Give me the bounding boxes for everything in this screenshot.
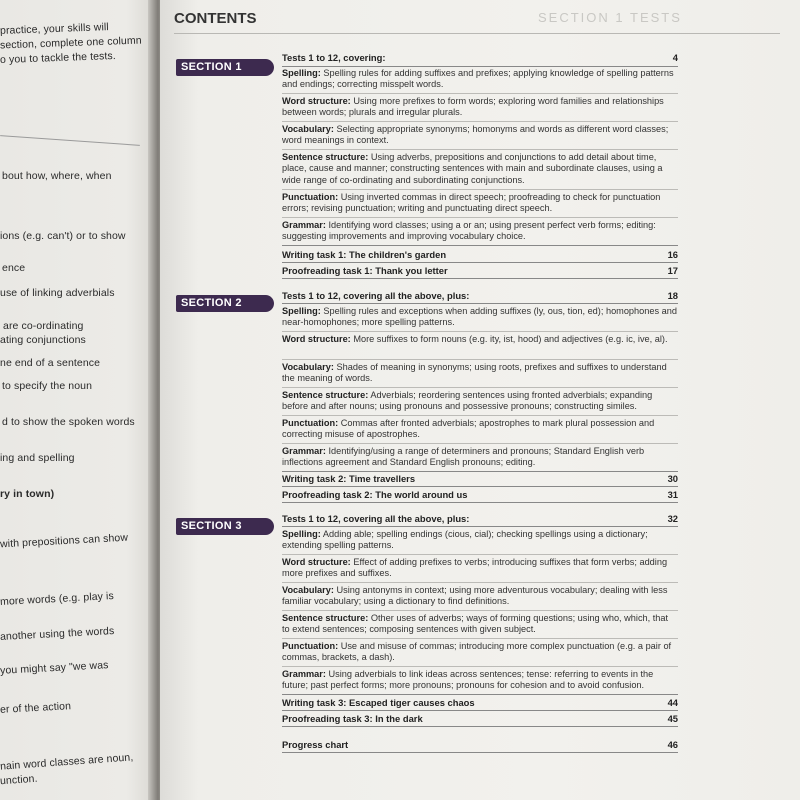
page-number: 16 <box>667 249 678 260</box>
entry-label: Sentence structure: <box>282 152 369 162</box>
entry-label: Word structure: <box>282 557 351 567</box>
contents-entry <box>282 362 678 388</box>
section-3-heading[interactable] <box>282 513 678 527</box>
section-1-tab: SECTION 1 <box>176 59 274 76</box>
left-text-line: bout how, where, when <box>2 170 112 182</box>
left-text-line: you might say "we was <box>0 659 109 677</box>
entry-text: Adding able; spelling endings (cious, cial); checking spellings using a dictionary; extending spelling patterns. <box>282 529 648 551</box>
entry-text: Adverbials; reordering sentences using fronted adverbials; expanding before and after nouns; using pronouns and possessive pronouns; constructing similes. <box>282 390 653 412</box>
entry-label: Punctuation: <box>282 192 339 202</box>
left-text-line: ry in town) <box>0 488 55 500</box>
left-text-line: ating conjunctions <box>0 334 86 346</box>
entry-label: Grammar: <box>282 446 326 456</box>
entry-label: Vocabulary: <box>282 362 334 372</box>
contents-entry <box>282 124 678 150</box>
left-text-line: ne end of a sentence <box>0 357 101 369</box>
left-text-line: to specify the noun <box>2 380 93 392</box>
page-title: CONTENTS <box>174 10 257 27</box>
task-title: Proofreading task 1: Thank you letter <box>282 265 448 276</box>
entry-label: Sentence structure: <box>282 613 369 623</box>
contents-entry <box>282 529 678 555</box>
left-text-line: nain word classes are noun, <box>0 751 134 773</box>
entry-text: Commas after fronted adverbials; apostrophes to mark plural possession and correcting misuse of apostrophes. <box>282 418 655 440</box>
left-text-line: d to show the spoken words <box>2 416 135 428</box>
writing-task-1[interactable] <box>282 249 678 263</box>
left-text-line: ions (e.g. can't) or to show <box>0 230 126 242</box>
page-number: 4 <box>672 52 678 63</box>
task-title: Proofreading task 3: In the dark <box>282 713 423 724</box>
left-divider <box>0 135 140 146</box>
proofreading-task-2[interactable] <box>282 489 678 503</box>
page-number: 32 <box>667 513 678 524</box>
task-title: Progress chart <box>282 739 349 750</box>
contents-entry <box>282 152 678 190</box>
entry-label: Grammar: <box>282 220 326 230</box>
left-page <box>0 0 158 800</box>
entry-label: Spelling: <box>282 68 321 78</box>
left-text-line: section, complete one column <box>0 34 142 52</box>
section-1-heading[interactable] <box>282 52 678 67</box>
entry-text: Identifying/using a range of determiners and pronouns; Standard English verb inflections agreement and Standard English pronouns; editing. <box>282 446 645 468</box>
contents-entry <box>282 334 678 360</box>
page-number: 45 <box>667 713 678 724</box>
entry-text: Spelling rules for adding suffixes and prefixes; applying knowledge of spelling patterns and endings; correcting misspelt words. <box>282 68 674 90</box>
page-number: 30 <box>667 473 678 484</box>
left-text-line: ing and spelling <box>0 452 75 464</box>
left-text-line: unction. <box>0 772 38 788</box>
contents-entry <box>282 96 678 122</box>
entry-label: Spelling: <box>282 529 321 539</box>
entry-text: Use and misuse of commas; introducing more complex punctuation (e.g. a pair of commas, brackets, a dash). <box>282 641 672 663</box>
section-2-tab: SECTION 2 <box>176 295 274 312</box>
contents-entry <box>282 192 678 218</box>
section-2-heading[interactable] <box>282 290 678 304</box>
page-number: 18 <box>667 290 678 301</box>
entry-text: Using adverbs, prepositions and conjunctions to add detail about time, place, cause and manner; constructing sentences with main and subordinate clauses, using a wide range of co-ordinating and subordinating conjunctions. <box>282 152 663 185</box>
entry-text: Shades of meaning in synonyms; using roots, prefixes and suffixes to understand the meaning of words. <box>282 362 667 384</box>
contents-entry <box>282 68 678 94</box>
entry-label: Grammar: <box>282 669 326 679</box>
task-title: Writing task 1: The children's garden <box>282 249 447 260</box>
entry-text: Effect of adding prefixes to verbs; introducing suffixes that form verbs; adding more prefixes and suffixes. <box>282 557 668 579</box>
contents-page <box>160 0 800 800</box>
progress-chart-entry[interactable] <box>282 739 678 753</box>
task-title: Writing task 3: Escaped tiger causes chaos <box>282 697 475 708</box>
entry-label: Punctuation: <box>282 418 339 428</box>
heading-text: Tests 1 to 12, covering all the above, plus: <box>282 290 470 301</box>
page-number: 46 <box>667 739 678 750</box>
entry-label: Word structure: <box>282 96 351 106</box>
section-3-tab: SECTION 3 <box>176 518 274 535</box>
entry-text: Using more prefixes to form words; exploring word families and relationships between words; plurals and irregular plurals. <box>282 96 664 118</box>
entry-text: Using antonyms in context; using more adventurous vocabulary; dealing with less familiar vocabulary; using a dictionary to find definitions. <box>282 585 668 607</box>
left-text-line: more words (e.g. play is <box>0 590 115 608</box>
entry-text: Spelling rules and exceptions when adding suffixes (ly, ous, tion, ed); homophones and near-homophones; more spelling patterns. <box>282 306 677 328</box>
left-text-line: another using the words <box>0 625 115 643</box>
contents-entry <box>282 585 678 611</box>
writing-task-2[interactable] <box>282 473 678 487</box>
entry-label: Word structure: <box>282 334 351 344</box>
entry-text: Using inverted commas in direct speech; proofreading to check for punctuation errors; revising punctuation; writing and punctuating direct speech. <box>282 192 661 214</box>
title-divider <box>174 33 780 34</box>
contents-entry <box>282 220 678 246</box>
left-text-line: er of the action <box>0 700 72 716</box>
left-text-line: are co-ordinating <box>3 320 84 332</box>
left-text-line: ence <box>2 262 26 274</box>
entry-label: Spelling: <box>282 306 321 316</box>
heading-text: Tests 1 to 12, covering all the above, plus: <box>282 513 470 524</box>
contents-entry <box>282 306 678 332</box>
page-number: 17 <box>667 265 678 276</box>
entry-label: Punctuation: <box>282 641 339 651</box>
page-number: 31 <box>667 489 678 500</box>
left-text-line: practice, your skills will <box>0 21 109 37</box>
contents-entry <box>282 641 678 667</box>
page-number: 44 <box>667 697 678 708</box>
entry-text: Other uses of adverbs; ways of forming questions; using who, which, that to extend sentences; composing sentences with given subject. <box>282 613 669 635</box>
task-title: Proofreading task 2: The world around us <box>282 489 468 500</box>
entry-text: Identifying word classes; using a or an; using present perfect verb forms; editing: suggesting improvements and improving vocabulary choice. <box>282 220 656 242</box>
entry-label: Vocabulary: <box>282 124 334 134</box>
writing-task-3[interactable] <box>282 697 678 711</box>
contents-entry <box>282 390 678 416</box>
entry-label: Sentence structure: <box>282 390 369 400</box>
left-text-line: with prepositions can show <box>0 531 129 551</box>
proofreading-task-3[interactable] <box>282 713 678 727</box>
contents-entry <box>282 613 678 639</box>
entry-text: Using adverbials to link ideas across sentences; tense: referring to events in the future; past perfect forms; more pronouns; pronouns for cohesion and to avoid confusion. <box>282 669 654 691</box>
contents-entry <box>282 446 678 472</box>
contents-entry <box>282 557 678 583</box>
proofreading-task-1[interactable] <box>282 265 678 279</box>
show-through-text: SECTION 1 TESTS <box>538 10 682 25</box>
entry-text: More suffixes to form nouns (e.g. ity, ist, hood) and adjectives (e.g. ic, ive, al). <box>353 334 668 344</box>
left-text-line: use of linking adverbials <box>0 287 115 299</box>
contents-entry <box>282 669 678 695</box>
contents-entry <box>282 418 678 444</box>
entry-label: Vocabulary: <box>282 585 334 595</box>
left-text-line: o you to tackle the tests. <box>0 49 117 67</box>
heading-text: Tests 1 to 12, covering: <box>282 52 386 63</box>
entry-text: Selecting appropriate synonyms; homonyms and words as different word classes; word meanings in context. <box>282 124 669 146</box>
task-title: Writing task 2: Time travellers <box>282 473 416 484</box>
